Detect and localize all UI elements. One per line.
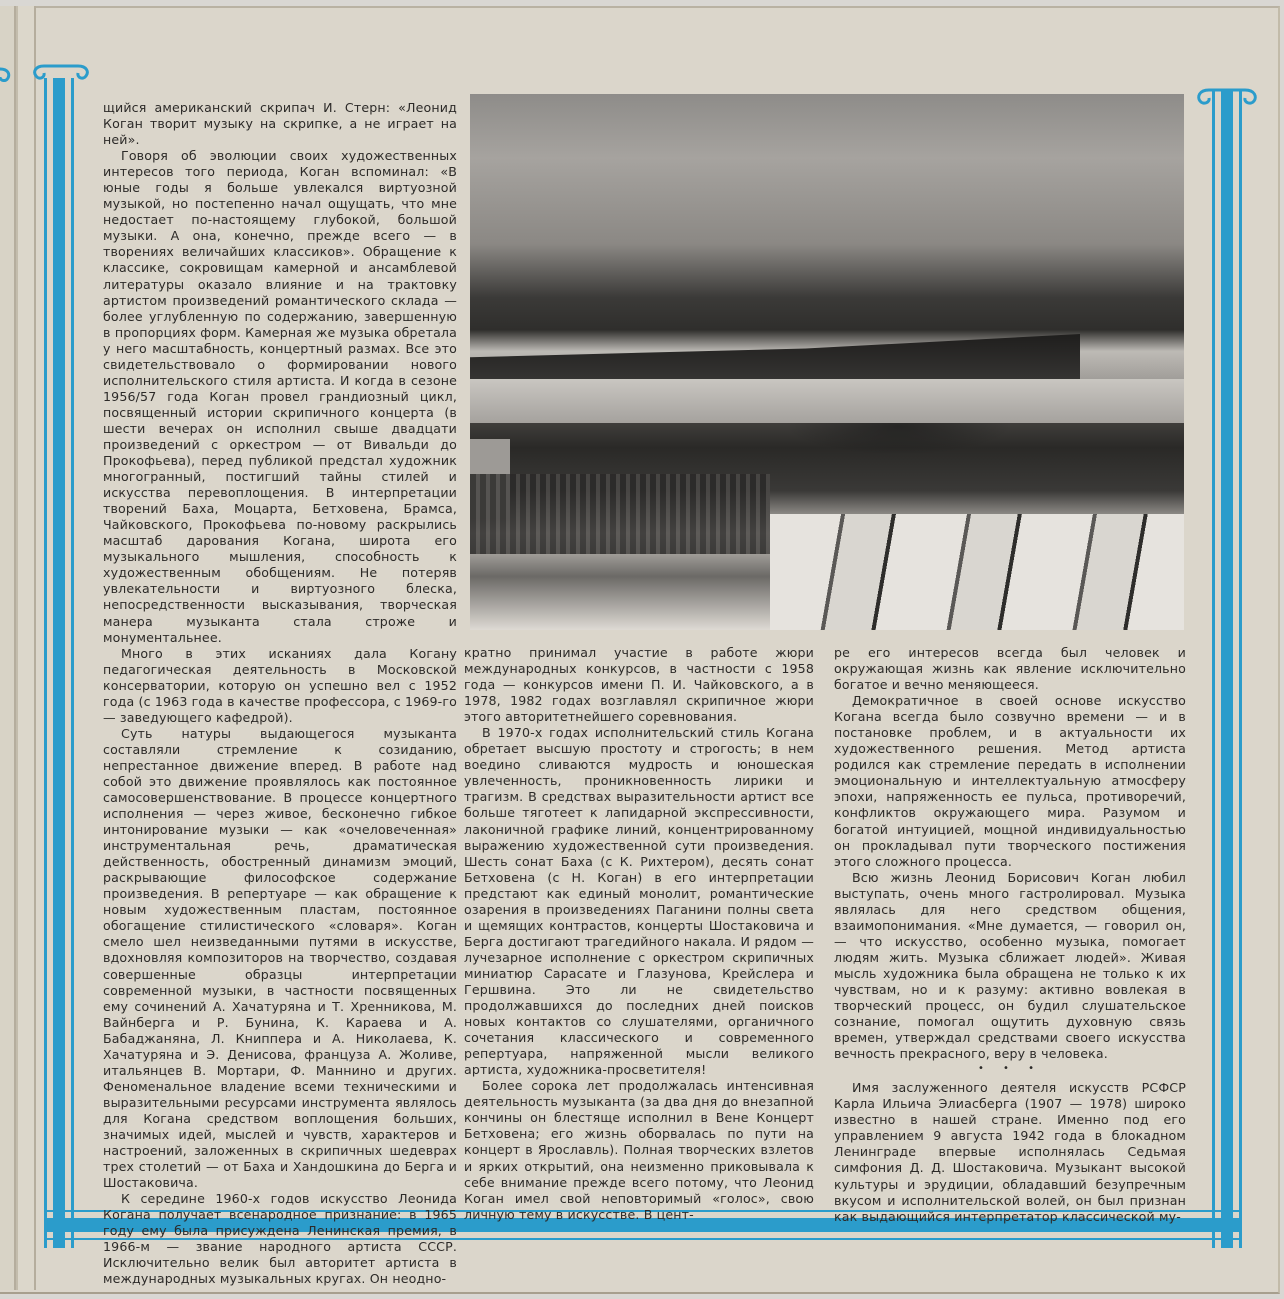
paragraph: Демократичное в своей основе искусство Когана всегда было созвучно времени — и в постановке проблем, и в актуальности их художественного решения. Метод артиста родился как стремление передать в исполнении эмоциональную и интеллектуальную атмосферу эпохи, напряженность ее пульса, противоречий, конфликтов окружающего мира. Разумом и богатой интуицией, мощной индивидуальностью он прокладывал пути творческого постижения этого сложного процесса. (834, 693, 1186, 869)
left-edge-capital-scroll-icon (0, 66, 12, 86)
paragraph: Много в этих исканиях дала Когану педагогическая деятельность в Московской консерватории, которую он успешно вел с 1952 года (с 1963 года в качестве профессора, с 1969-го — заведующего кафедрой). (103, 645, 457, 725)
paragraph: Более сорока лет продолжалась интенсивная деятельность музыканта (за два дня до внезапной кончины он блестяще исполнил в Вене Концерт Бетховена; его жизнь оборвалась по пути на концерт в Ярославль). Полная творческих взлетов и ярких открытий, она неизменно приковывала к себе внимание прежде всего потому, что Леонид Коган имел свой неповторимый «голос», свою личную тему в искусстве. В цент- (464, 1078, 814, 1222)
left-pillar-capital-icon (32, 62, 90, 82)
sleeve-spine-fold (0, 6, 16, 1290)
paragraph: ре его интересов всегда был человек и окружающая жизнь как явление исключительно богатое и вечно меняющееся. (834, 645, 1186, 693)
concert-hall-photograph (470, 94, 1184, 630)
section-separator: • • • (977, 1063, 1043, 1075)
sleeve-spine-fold-inner (16, 6, 36, 1290)
paragraph: К середине 1960-х годов искусство Леонида Когана получает всенародное признание: в 1965 году ему была присуждена Ленинская премия, в 1966-м — звание народного артиста СССР. Исключительно велик был авторитет артиста в международных музыкальных кругах. Он неодно- (103, 1191, 457, 1287)
paragraph: Всю жизнь Леонид Борисович Коган любил выступать, очень много гастролировал. Музыка являлась для него средством общения, взаимопонимания. «Мне думается, — говорил он, — что искусство, особенно музыка, помогает людям жить. Музыка сближает людей». Живая мысль художника была обращена не только к их чувствам, но и к разуму: активно вовлекая в творческий процесс, он будил слушательское сознание, помогал ощутить духовную связь времен, утверждал средствами своего искусства вечность прекрасного, веру в человека. (834, 869, 1186, 1062)
paragraph: кратно принимал участие в работе жюри международных конкурсов, в частности с 1958 года — конкурсов имени П. И. Чайковского, а в 1978, 1982 годах возглавлял скрипичное жюри этого авторитетнейшего соревнования. (464, 645, 814, 725)
paragraph: щийся американский скрипач И. Стерн: «Леонид Коган творит музыку на скрипке, а не играет на ней». (103, 100, 457, 148)
paragraph: В 1970-х годах исполнительский стиль Когана обретает высшую простоту и строгость; в нем воедино сливаются мудрость и юношеская увлеченность, проникновенность лирики и трагизм. В средствах выразительности артист все больше тяготеет к лапидарной экспрессивности, лаконичной графике линий, концентрированному выражению художественной сути произведения. Шесть сонат Баха (с К. Рихтером), десять сонат Бетховена (с Н. Коган) в его интерпретации предстают как единый монолит, романтические озарения в произведениях Паганини полны света и щемящих контрастов, концерты Шостаковича и Берга достигают трагедийного накала. И рядом — лучезарное исполнение с оркестром скрипичных миниатюр Сарасате и Глазунова, Крейслера и Гершвина. Это ли не свидетельство продолжавшихся до последних дней поисков новых контактов со слушателями, органичного сочетания классического и современного репертуара, напряженной мысли великого артиста, художника-просветителя! (464, 725, 814, 1078)
left-pillar-border (44, 78, 74, 1248)
photo-balcony-rail (470, 379, 1184, 423)
right-pillar-capital-icon (1196, 86, 1258, 106)
text-column-right (834, 645, 1186, 1225)
photo-music-stands (770, 514, 1184, 630)
paragraph: Имя заслуженного деятеля искусств РСФСР Карла Ильича Элиасберга (1907 — 1978) широко известно в нашей стране. Именно под его управлением 9 августа 1942 года в блокадном Ленинграде впервые исполнялась Седьмая симфония Д. Д. Шостаковича. Музыкант высокой культуры и эрудиции, обладавший безупречным вкусом и исполнительской волей, он был признан как выдающийся интерпретатор классической му- (834, 1080, 1186, 1224)
photo-stalls-audience (470, 474, 770, 554)
right-pillar-border (1212, 90, 1242, 1248)
paragraph: Говоря об эволюции своих художественных интересов того периода, Коган вспоминал: «В юные годы я больше увлекался виртуозной музыкой, но постепенно начал ощущать, что мне недостает по-настоящему глубокой, большой музыки. А она, конечно, прежде всего — в творениях величайших классиков». Обращение к классике, сокровищам камерной и ансамблевой литературы оказало влияние и на трактовку артистом произведений романтического склада — более углубленную по содержанию, завершенную в пропорциях форм. Камерная же музыка обретала у него масштабность, концертный размах. Все это свидетельствовало о формировании нового исполнительского стиля артиста. И когда в сезоне 1956/57 года Коган провел грандиозный цикл, посвященный истории скрипичного концерта (в шести вечерах он исполнил свыше двадцати произведений с оркестром — от Вивальди до Прокофьева), перед публикой предстал художник многогранный, постигший тайны стилей и искусства перевоплощения. В интерпретации творений Баха, Моцарта, Бетховена, Брамса, Чайковского, Прокофьева по-новому раскрылись масштаб дарования Когана, широта его музыкального мышления, способность к художественным обобщениям. Не потеряв увлекательности и виртуозного блеска, непосредственности высказывания, творческая манера музыканта стала строже и монументальнее. (103, 148, 457, 645)
paragraph: Суть натуры выдающегося музыканта составляли стремление к созиданию, непрестанное движение вперед. В работе над собой это движение проявлялось как постоянное самосовершенствование. В процессе концертного исполнения — через живое, бесконечно гибкое интонирование музыки — как «очеловеченная» инструментальная речь, драматическая действенность, обостренный динамизм эмоций, раскрывающие философское содержание произведения. В репертуаре — как обращение к новым художественным пластам, постоянное обогащение стилистического «словаря». Коган смело шел неизведанными путями в искусстве, вдохновляя композиторов на творчество, создавая совершенные образцы интерпретации современной музыки, в частности посвященных ему сочинений А. Хачатуряна и Т. Хренникова, М. Вайнберга и Р. Бунина, К. Караева и А. Бабаджаняна, Л. Книппера и А. Николаева, К. Хачатуряна и Э. Денисова, француза А. Жоливе, итальянцев В. Мортари, Ф. Маннино и других. Феноменальное владение всеми техническими и выразительными ресурсами инструмента являлось для Когана средством воплощения больших, значимых идей, мыслей и чувств, характеров и настроений, заложенных в скрипичных шедеврах трех столетий — от Баха и Хандошкина до Берга и Шостаковича. (103, 725, 457, 1191)
text-column-left (103, 100, 457, 1287)
text-column-middle (464, 645, 814, 1223)
